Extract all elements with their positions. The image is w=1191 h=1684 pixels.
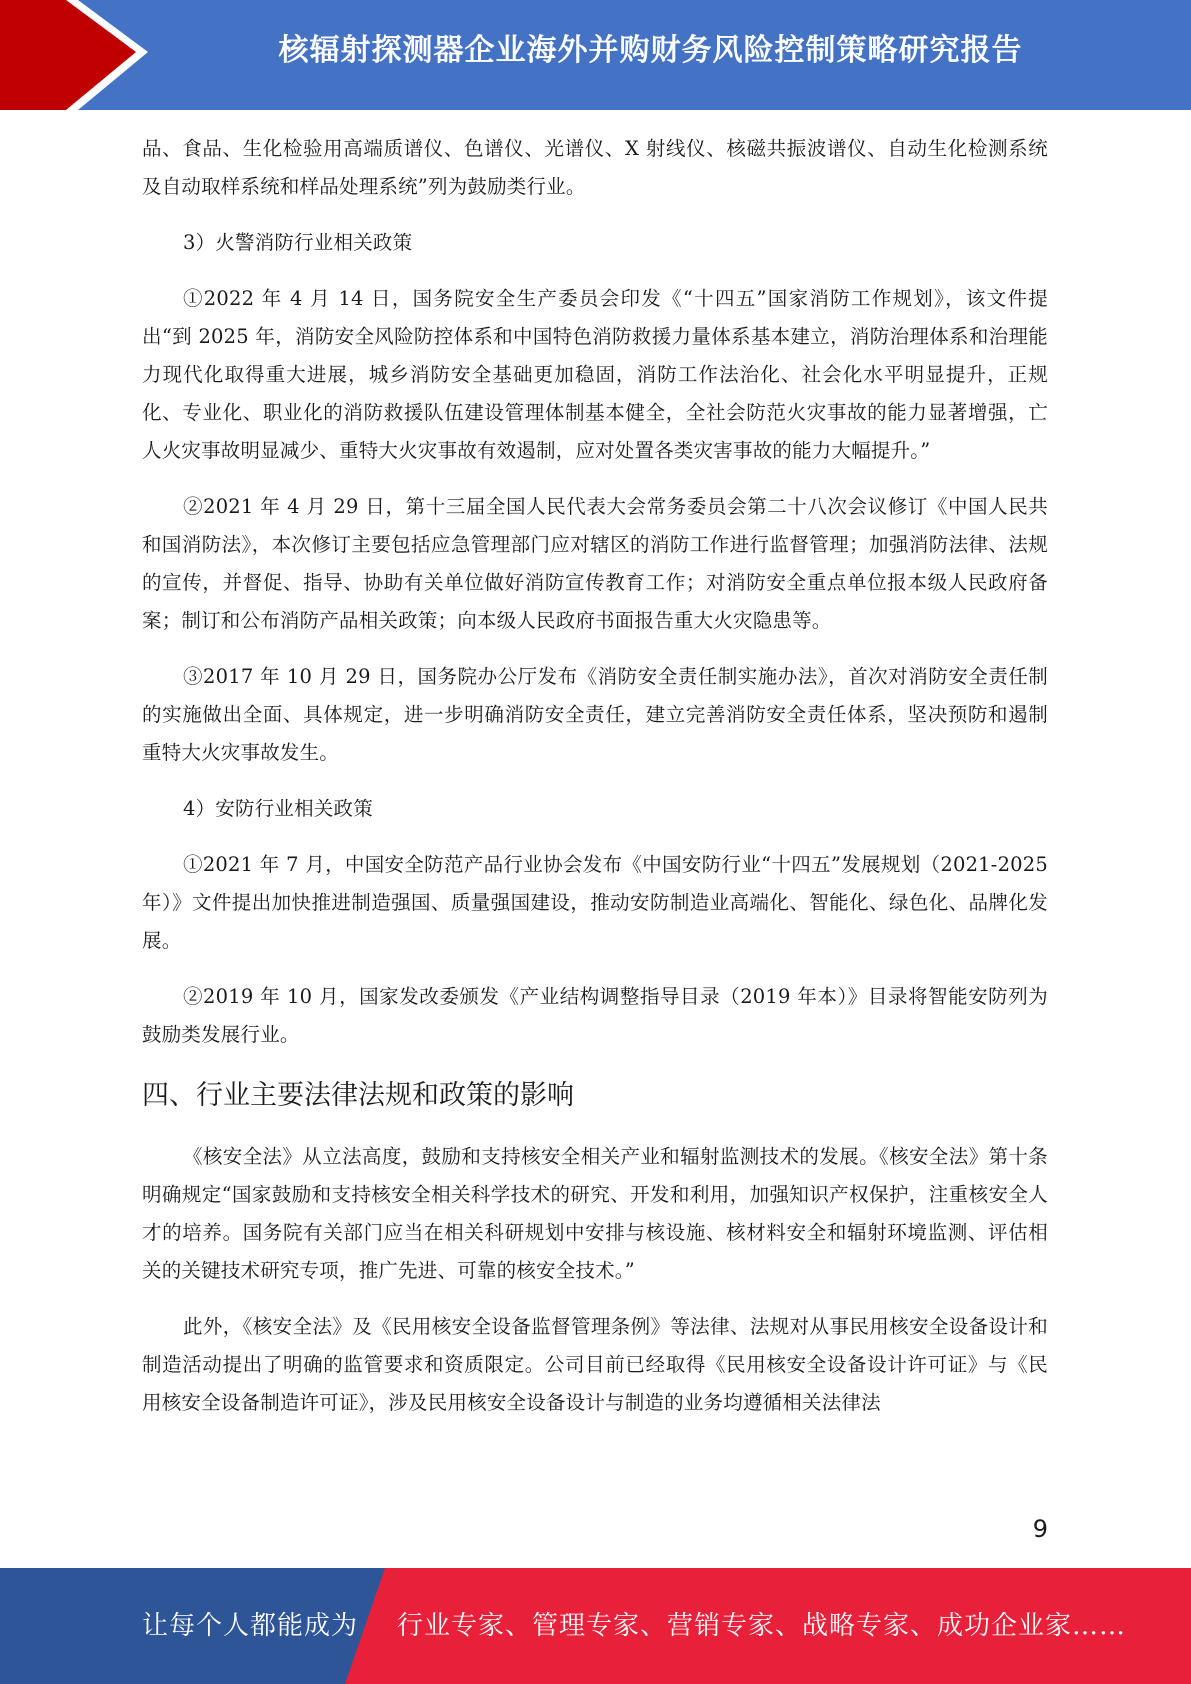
page-number: 9 xyxy=(1032,1515,1048,1543)
section-heading: 四、行业主要法律法规和政策的影响 xyxy=(142,1080,574,1111)
body-paragraph: ②2019 年 10 月，国家发改委颁发《产业结构调整指导目录（2019 年本）》目录将智能安防列为鼓励类发展行业。 xyxy=(142,985,1048,1046)
subsection-heading-fire-policy: 3）火警消防行业相关政策 xyxy=(183,231,413,254)
footer-slogan-left: 让每个人都能成为 xyxy=(142,1611,359,1641)
body-paragraph: ①2021 年 7 月，中国安全防范产品行业协会发布《中国安防行业“十四五”发展规划（2021-2025 年）》文件提出加快推进制造强国、质量强国建设，推动安防制造业高端化、智能化、绿色化、品牌化发展。 xyxy=(142,853,1048,952)
page-body xyxy=(142,130,1048,1440)
subsection-heading-security-policy: 4）安防行业相关政策 xyxy=(183,797,373,820)
page-footer xyxy=(0,1568,1191,1684)
body-paragraph: 《核安全法》从立法高度，鼓励和支持核安全相关产业和辐射监测技术的发展。《核安全法》第十条明确规定“国家鼓励和支持核安全相关科学技术的研究、开发和利用，加强知识产权保护，注重核安全人才的培养。国务院有关部门应当在相关科研规划中安排与核设施、核材料安全和辐射环境监测、评估相关的关键技术研究专项，推广先进、可靠的核安全技术。” xyxy=(142,1145,1048,1282)
body-paragraph: 此外，《核安全法》及《民用核安全设备监督管理条例》等法律、法规对从事民用核安全设备设计和制造活动提出了明确的监管要求和资质限定。公司目前已经取得《民用核安全设备设计许可证》与《民用核安全设备制造许可证》，涉及民用核安全设备设计与制造的业务均遵循相关法律法 xyxy=(142,1315,1048,1414)
body-paragraph: ③2017 年 10 月 29 日，国务院办公厅发布《消防安全责任制实施办法》，首次对消防安全责任制的实施做出全面、具体规定，进一步明确消防安全责任，建立完善消防安全责任体系，坚决预防和遏制重特大火灾事故发生。 xyxy=(142,665,1048,764)
body-paragraph-continuation: 品、食品、生化检验用高端质谱仪、色谱仪、光谱仪、X 射线仪、核磁共振波谱仪、自动生化检测系统及自动取样系统和样品处理系统”列为鼓励类行业。 xyxy=(142,137,1048,198)
body-paragraph: ②2021 年 4 月 29 日，第十三届全国人民代表大会常务委员会第二十八次会议修订《中国人民共和国消防法》，本次修订主要包括应急管理部门应对辖区的消防工作进行监督管理；加强消防法律、法规的宣传，并督促、指导、协助有关单位做好消防宣传教育工作；对消防安全重点单位报本级人民政府备案；制订和公布消防产品相关政策；向本级人民政府书面报告重大火灾隐患等。 xyxy=(142,495,1048,632)
page-header xyxy=(0,0,1191,110)
footer-slogan-right: 行业专家、管理专家、营销专家、战略专家、成功企业家…… xyxy=(397,1611,1127,1641)
report-title: 核辐射探测器企业海外并购财务风险控制策略研究报告 xyxy=(278,33,1023,68)
body-paragraph: ①2022 年 4 月 14 日，国务院安全生产委员会印发《“十四五”国家消防工作规划》，该文件提出“到 2025 年，消防安全风险防控体系和中国特色消防救援力量体系基本建立，消防治理体系和治理能力现代化取得重大进展，城乡消防安全基础更加稳固，消防工作法治化、社会化水平明显提升，正规化、专业化、职业化的消防救援队伍建设管理体制基本健全，全社会防范火灾事故的能力显著增强，亡人火灾事故明显减少、重特大火灾事故有效遏制，应对处置各类灾害事故的能力大幅提升。” xyxy=(142,287,1048,462)
